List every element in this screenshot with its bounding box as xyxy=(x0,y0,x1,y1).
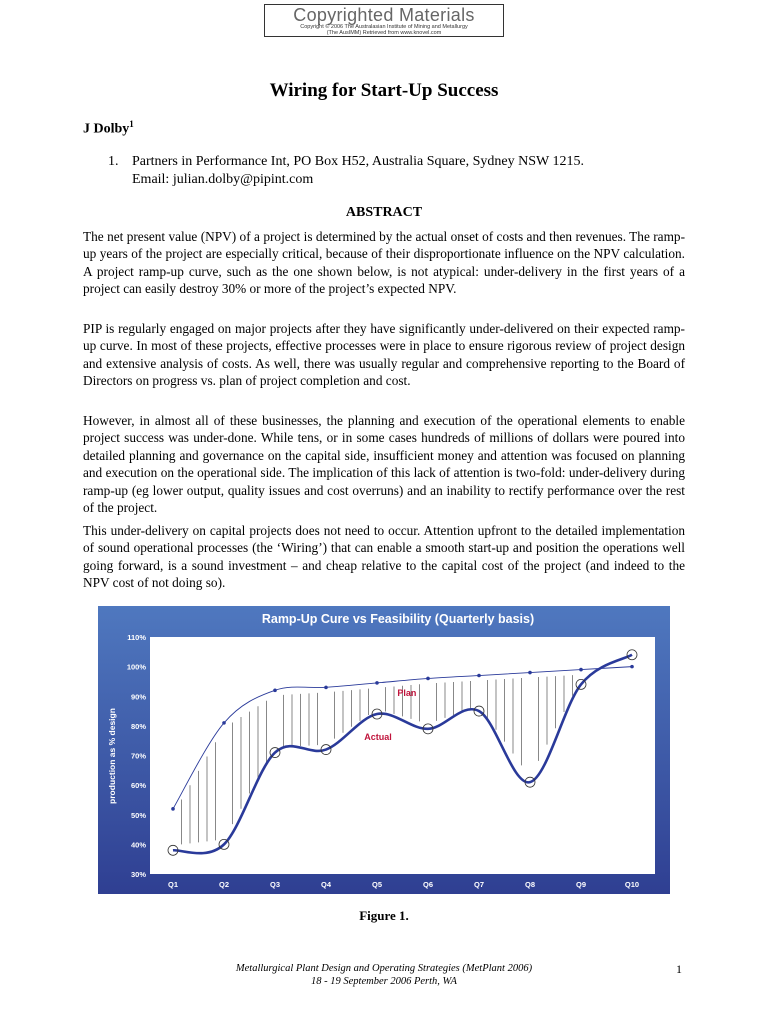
plan-point xyxy=(528,671,532,675)
y-tick-label: 90% xyxy=(130,692,146,702)
x-tick-label: Q9 xyxy=(575,880,587,889)
y-tick-label: 30% xyxy=(130,870,146,879)
paper-title: Wiring for Start-Up Success xyxy=(269,80,499,101)
x-tick-label: Q6 xyxy=(422,880,434,889)
y-tick-label: 60% xyxy=(130,781,146,791)
actual-series-label: Actual xyxy=(364,732,392,743)
abstract-paragraph-1: The net present value (NPV) of a project is determined by the actual onset of costs and then revenues. The ramp-up years of the project are especially critical, because of their disproportionate influence on the NPV calculation. A project ramp-up curve, such as the one shown below, is not atypical: under-delivery in the first years of a project can easily destroy 30% or more of the project’s expected NPV. xyxy=(83,229,685,297)
ramp-up-chart xyxy=(98,606,670,894)
y-tick-label: 110% xyxy=(127,633,146,642)
copyright-stamp xyxy=(264,4,504,37)
author xyxy=(83,119,134,138)
copyright-line-1: Copyright © 2006 The Australasian Institute of Mining and Metallurgy xyxy=(300,24,468,30)
author-email: Email: julian.dolby@pipint.com xyxy=(132,172,314,187)
plan-point xyxy=(477,674,481,678)
affiliation-number: 1. xyxy=(108,154,119,169)
page-footer xyxy=(0,962,768,988)
x-tick-label: Q8 xyxy=(524,880,536,889)
chart-canvas xyxy=(98,606,670,894)
plan-point xyxy=(375,681,379,685)
plan-point xyxy=(171,807,175,811)
figure-caption: Figure 1. xyxy=(359,908,409,923)
abstract-paragraph-3: However, in almost all of these businesses, the planning and execution of the operational elements to enable project success was under-done. While tens, or in some cases hundreds of millions of dollars were poured into detailed planning and governance on the capital side, insufficient money and attention was focused on planning and execution on the operational side. The implication of this lack of attention is two-fold: under-delivery during ramp-up (eg lower output, quality issues and cost overruns) and an inability to rectify performance over the rest of the project. xyxy=(83,413,685,516)
plan-point xyxy=(222,721,226,725)
affiliation-text: Partners in Performance Int, PO Box H52, Australia Square, Sydney NSW 1215. xyxy=(132,154,584,169)
x-tick-label: Q2 xyxy=(218,880,230,889)
x-tick-label: Q1 xyxy=(167,880,179,889)
plan-point xyxy=(324,686,328,690)
y-tick-label: 70% xyxy=(130,751,146,761)
x-tick-label: Q4 xyxy=(320,880,332,889)
x-tick-label: Q10 xyxy=(624,880,640,889)
copyright-line-2: (The AusIMM) Retrieved from www.knovel.com xyxy=(326,30,442,36)
y-tick-label: 50% xyxy=(130,810,146,820)
copyright-title: Copyrighted Materials xyxy=(293,5,475,25)
plan-point xyxy=(273,689,277,693)
abstract-paragraph-4: This under-delivery on capital projects does not need to occur. Attention upfront to the detailed implementation of sound operational processes (the ‘Wiring’) that can enable a smooth start-up and position the operations well going forward, is a sound investment – and cheap relative to the capital cost of the project (and indeed to the NPV cost of not doing so). xyxy=(83,523,685,591)
plan-series-label: Plan xyxy=(397,687,417,698)
footer-date-location: 18 - 19 September 2006 Perth, WA xyxy=(311,976,457,987)
x-tick-label: Q7 xyxy=(473,880,485,889)
author-name: J Dolby xyxy=(83,121,130,137)
plan-point xyxy=(426,677,430,681)
y-tick-label: 40% xyxy=(130,840,146,850)
plan-point xyxy=(630,665,634,669)
y-tick-label: 100% xyxy=(126,662,146,672)
page-number: 1 xyxy=(676,962,682,976)
affiliation xyxy=(108,153,584,189)
plan-point xyxy=(579,668,583,672)
author-superscript: 1 xyxy=(129,119,134,129)
x-tick-label: Q3 xyxy=(269,880,281,889)
x-tick-label: Q5 xyxy=(371,880,383,889)
y-axis-label: production as % design xyxy=(107,708,117,804)
y-tick-label: 80% xyxy=(130,721,146,731)
footer-conference: Metallurgical Plant Design and Operating Strategies (MetPlant 2006) xyxy=(235,963,533,974)
chart-title: Ramp-Up Cure vs Feasibility (Quarterly basis) xyxy=(261,612,535,626)
plot-area xyxy=(150,637,655,874)
abstract-heading: ABSTRACT xyxy=(345,205,423,220)
abstract-paragraph-2: PIP is regularly engaged on major projects after they have significantly under-delivered on their expected ramp-up curve. In most of these projects, effective processes were in place to ensure rigorous review of project design and extensive analysis of costs. As well, there was usually regular and comprehensive reporting to the Board of Directors on progress vs. plan of project completion and cost. xyxy=(83,321,685,389)
